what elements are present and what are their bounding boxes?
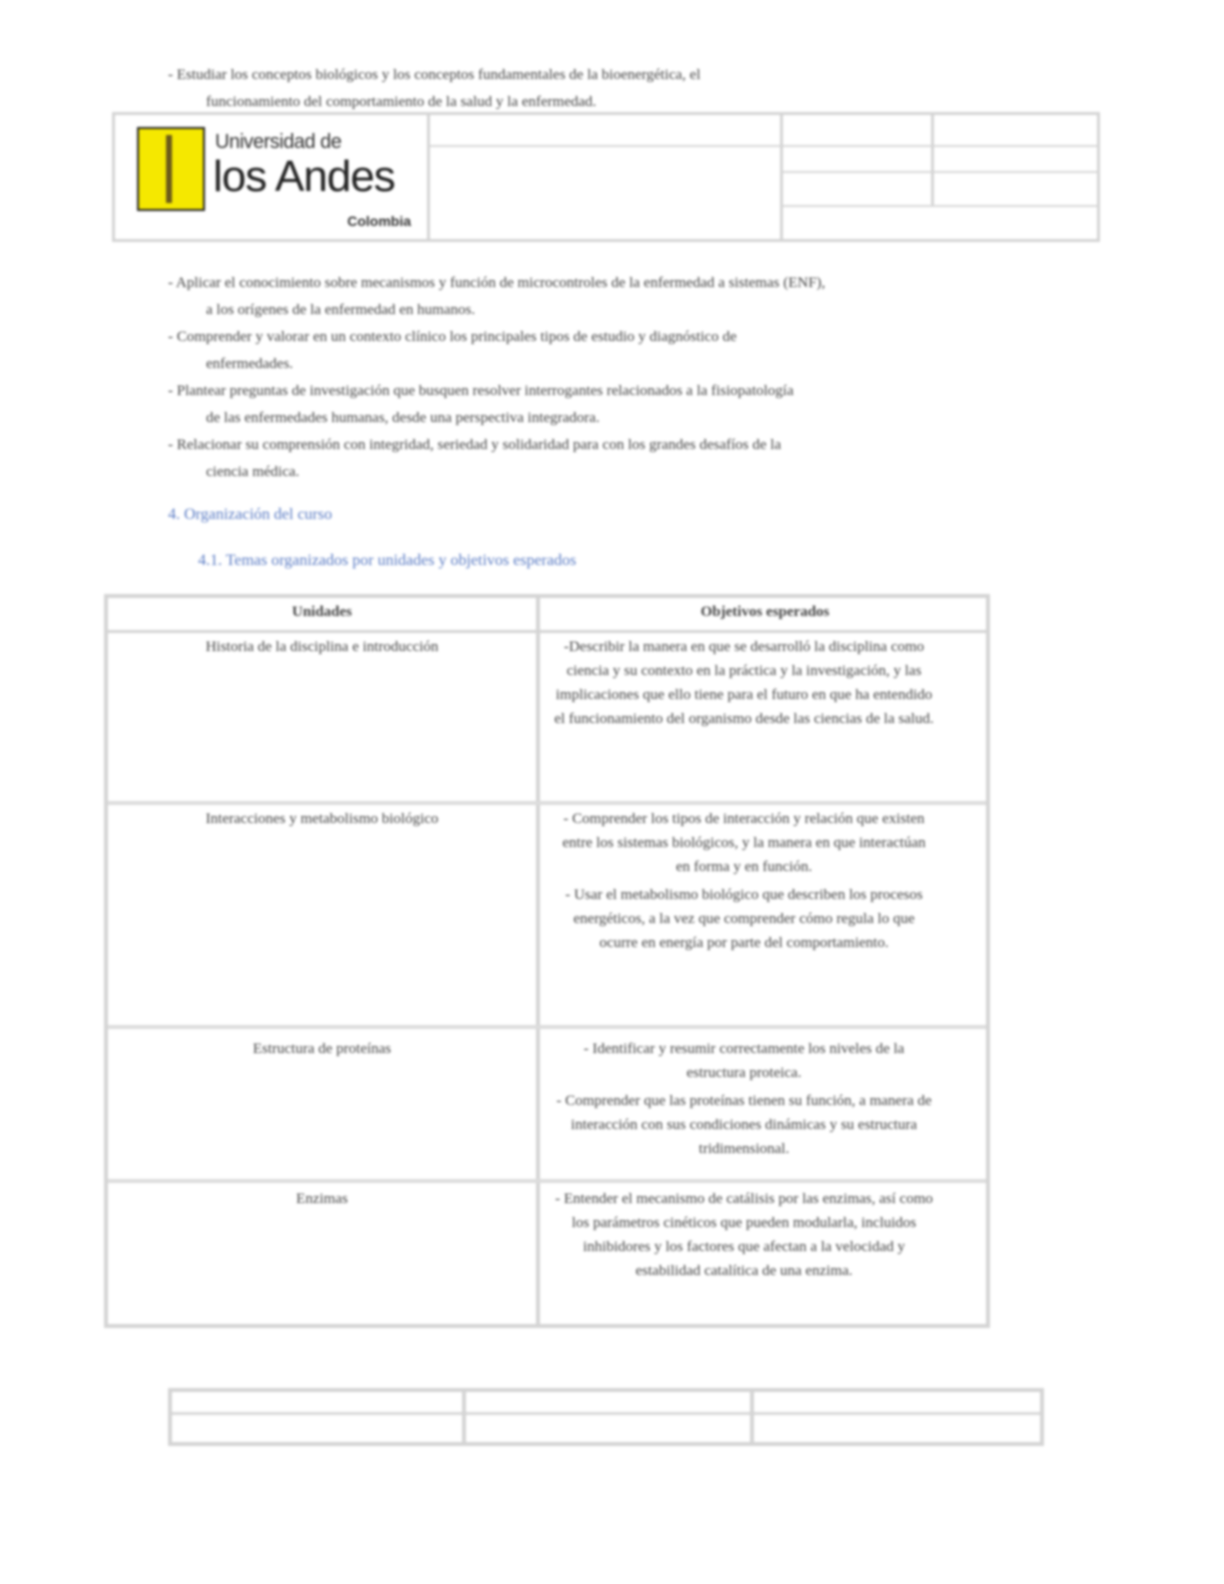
header-title-cell: [430, 115, 783, 239]
objectives-list: [168, 270, 1058, 486]
list-item: - Comprender y valorar en un contexto clínico los principales tipos de estudio y diagnóstico de enfermedades.: [168, 329, 737, 372]
header-meta-cell-b: [934, 115, 1097, 205]
table-row: [108, 805, 986, 1029]
objectives-cell: - Identificar y resumir correctamente los niveles de la estructura proteica. - Comprender que las proteínas tienen su función, a manera de interacción con sus condiciones dinámicas y su estructura tridimensional.: [556, 1041, 932, 1157]
logo-cell: [115, 115, 430, 239]
intro-bullet: [168, 62, 1058, 116]
table-header-row: [108, 598, 986, 633]
table-row: [108, 1029, 986, 1183]
header-meta-cell-a: [783, 115, 934, 205]
logo-text-line2: los Andes: [213, 152, 395, 201]
units-table: [104, 594, 990, 1328]
logo-text-line3: Colombia: [347, 213, 411, 229]
objectives-cell: - Entender el mecanismo de catálisis por las enzimas, así como los parámetros cinéticos que pueden modularla, incluidos inhibidores y los factores que afectan a la velocidad y estabilidad catalítica de una enzima.: [555, 1191, 933, 1279]
intro-bullet-line2: funcionamiento del comportamiento de la salud y la enfermedad.: [206, 94, 597, 110]
university-logo-icon: [137, 127, 205, 211]
unit-cell: Estructura de proteínas: [252, 1041, 392, 1057]
column-header: Unidades: [291, 604, 353, 620]
footer-table: [168, 1388, 1044, 1446]
objectives-cell: -Describir la manera en que se desarrolló la disciplina como ciencia y su contexto en la práctica y la investigación, y las implicaciones que ello tiene para el futuro en que ha entendido el funcionamiento del organismo desde las ciencias de la salud.: [554, 639, 934, 727]
table-row: [108, 1183, 986, 1324]
document-header: [112, 112, 1100, 242]
list-item: - Relacionar su comprensión con integridad, seriedad y solidaridad para con los grandes desafíos de la ciencia médica.: [168, 437, 782, 480]
list-item: - Aplicar el conocimiento sobre mecanismos y función de microcontroles de la enfermedad a sistemas (ENF), a los orígenes de la enfermedad en humanos.: [168, 275, 826, 318]
logo-text-line1: Universidad de: [215, 131, 342, 153]
subsection-heading: 4.1. Temas organizados por unidades y objetivos esperados: [198, 552, 577, 569]
objectives-cell: - Comprender los tipos de interacción y relación que existen entre los sistemas biológicos, y la manera en que interactúan en forma y en función. - Usar el metabolismo biológico que describen los procesos energéticos, a la vez que comprender cómo regula lo que ocurre en energía por parte del comportamiento.: [562, 811, 926, 951]
table-row: [108, 633, 986, 805]
unit-cell: Enzimas: [296, 1191, 348, 1207]
intro-bullet-line1: - Estudiar los conceptos biológicos y los conceptos fundamentales de la bioenergética, el: [168, 67, 701, 83]
list-item: - Plantear preguntas de investigación que busquen resolver interrogantes relacionados a la fisiopatología de las enfermedades humanas, desde una perspectiva integradora.: [168, 383, 794, 426]
section-heading: 4. Organización del curso: [168, 506, 333, 523]
column-header: Objetivos esperados: [700, 604, 830, 620]
unit-cell: Historia de la disciplina e introducción: [205, 639, 439, 655]
unit-cell: Interacciones y metabolismo biológico: [205, 811, 439, 827]
header-meta-cell-bottom: [783, 205, 1097, 241]
